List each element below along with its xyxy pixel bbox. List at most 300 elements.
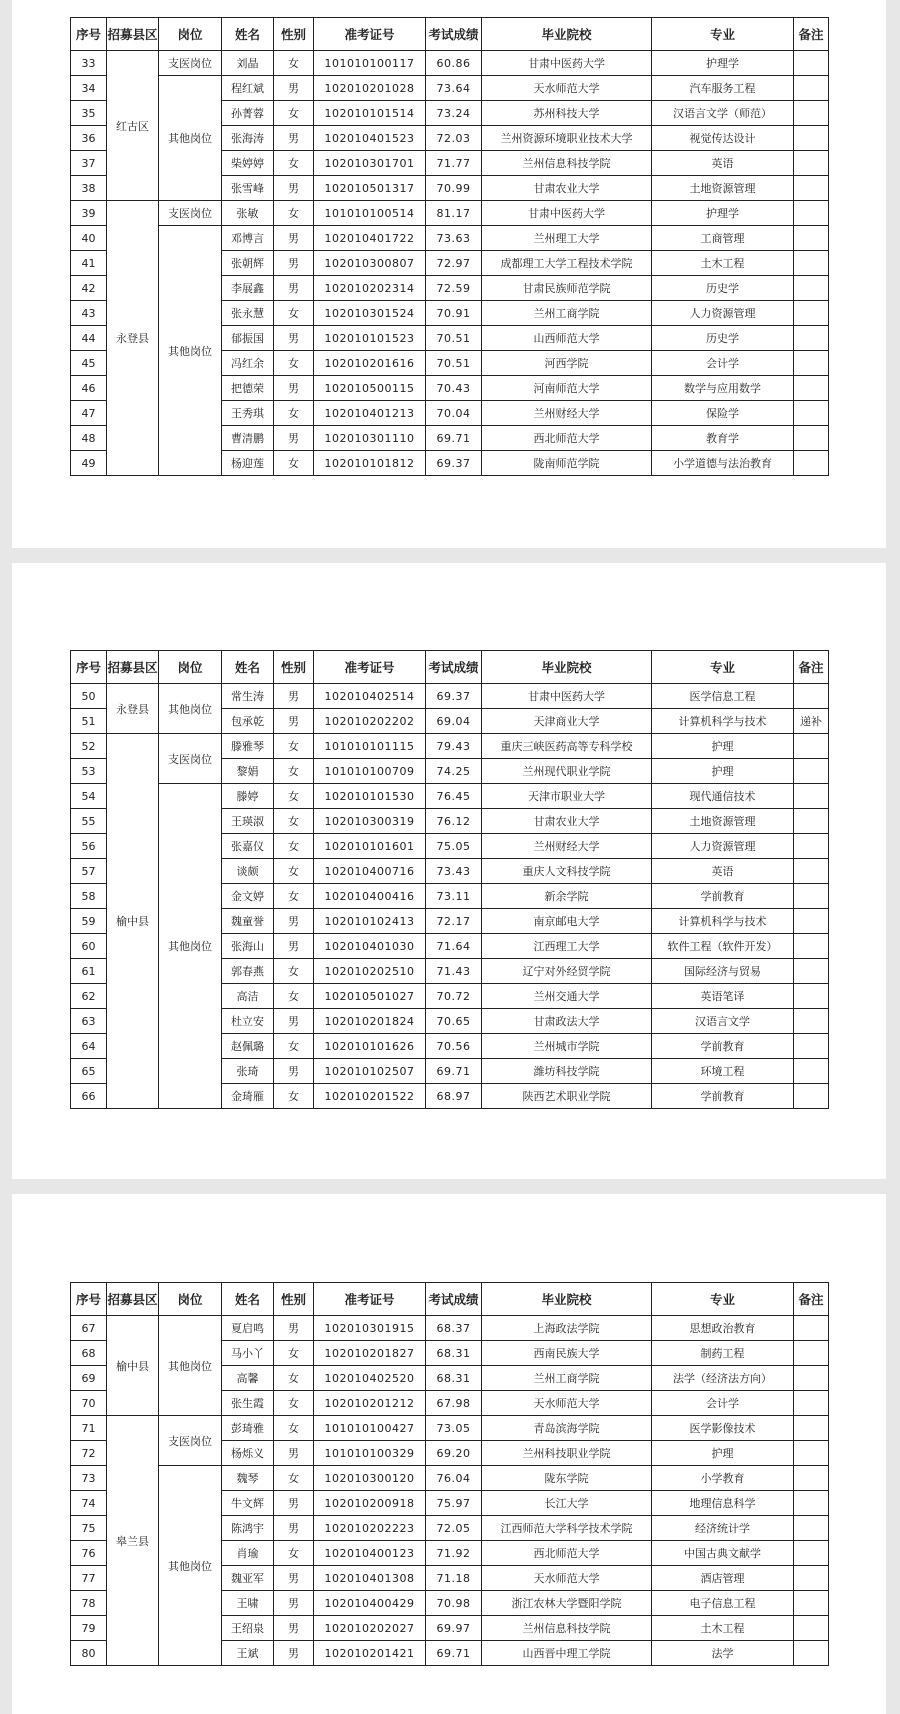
exam-id-cell: 102010300120 [314,1466,426,1491]
gender-cell: 男 [274,1009,314,1034]
note-cell [794,176,829,201]
note-cell [794,734,829,759]
name-cell: 孙菁蓉 [222,101,274,126]
exam-id-cell: 102010101530 [314,784,426,809]
note-cell [794,1641,829,1666]
header-cell: 性别 [274,18,314,51]
exam-id-cell: 102010401030 [314,934,426,959]
score-cell: 70.43 [426,376,482,401]
seq-cell: 43 [71,301,107,326]
score-cell: 71.43 [426,959,482,984]
score-cell: 70.91 [426,301,482,326]
gender-cell: 女 [274,1391,314,1416]
score-cell: 70.04 [426,401,482,426]
score-cell: 68.97 [426,1084,482,1109]
gender-cell: 女 [274,401,314,426]
exam-id-cell: 102010101626 [314,1034,426,1059]
score-cell: 73.63 [426,226,482,251]
post-cell: 支医岗位 [159,1416,222,1466]
name-cell: 滕婷 [222,784,274,809]
score-cell: 76.45 [426,784,482,809]
header-cell: 备注 [794,18,829,51]
gender-cell: 女 [274,1541,314,1566]
major-cell: 思想政治教育 [652,1316,794,1341]
major-cell: 视觉传达设计 [652,126,794,151]
header-cell: 序号 [71,18,107,51]
school-cell: 天水师范大学 [482,1566,652,1591]
seq-cell: 48 [71,426,107,451]
exam-id-cell: 102010202027 [314,1616,426,1641]
seq-cell: 73 [71,1466,107,1491]
exam-id-cell: 102010101514 [314,101,426,126]
name-cell: 牛文辉 [222,1491,274,1516]
gender-cell: 女 [274,1366,314,1391]
exam-id-cell: 102010201616 [314,351,426,376]
major-cell: 汉语言文学 [652,1009,794,1034]
score-cell: 60.86 [426,51,482,76]
header-cell: 备注 [794,651,829,684]
major-cell: 会计学 [652,351,794,376]
exam-id-cell: 102010101523 [314,326,426,351]
note-cell [794,126,829,151]
major-cell: 学前教育 [652,1034,794,1059]
major-cell: 护理 [652,759,794,784]
exam-id-cell: 102010202202 [314,709,426,734]
name-cell: 王瑛淑 [222,809,274,834]
note-cell [794,984,829,1009]
score-cell: 70.72 [426,984,482,1009]
table-header-row [71,651,829,684]
gender-cell: 男 [274,1316,314,1341]
gender-cell: 男 [274,326,314,351]
school-cell: 西北师范大学 [482,426,652,451]
exam-id-cell: 102010300807 [314,251,426,276]
county-cell: 永登县 [107,201,159,476]
major-cell: 数学与应用数学 [652,376,794,401]
seq-cell: 66 [71,1084,107,1109]
note-cell [794,1084,829,1109]
name-cell: 邓博言 [222,226,274,251]
school-cell: 浙江农林大学暨阳学院 [482,1591,652,1616]
exam-id-cell: 102010402514 [314,684,426,709]
header-cell: 毕业院校 [482,651,652,684]
seq-cell: 47 [71,401,107,426]
post-cell: 其他岗位 [159,784,222,1109]
note-cell [794,151,829,176]
seq-cell: 55 [71,809,107,834]
note-cell [794,1416,829,1441]
note-cell [794,934,829,959]
header-cell: 备注 [794,1283,829,1316]
score-cell: 67.98 [426,1391,482,1416]
exam-id-cell: 101010100117 [314,51,426,76]
header-cell: 准考证号 [314,651,426,684]
major-cell: 人力资源管理 [652,834,794,859]
note-cell [794,1391,829,1416]
gender-cell: 女 [274,1084,314,1109]
score-cell: 69.71 [426,1059,482,1084]
seq-cell: 42 [71,276,107,301]
seq-cell: 38 [71,176,107,201]
name-cell: 张永慧 [222,301,274,326]
exam-id-cell: 102010202314 [314,276,426,301]
note-cell [794,859,829,884]
note-cell [794,201,829,226]
school-cell: 陇南师范学院 [482,451,652,476]
score-cell: 71.77 [426,151,482,176]
note-cell [794,809,829,834]
school-cell: 天水师范大学 [482,76,652,101]
major-cell: 学前教育 [652,884,794,909]
exam-id-cell: 102010201028 [314,76,426,101]
table-header-row [71,1283,829,1316]
name-cell: 把德荣 [222,376,274,401]
score-cell: 79.43 [426,734,482,759]
name-cell: 柴婷婷 [222,151,274,176]
gender-cell: 女 [274,301,314,326]
note-cell [794,1034,829,1059]
major-cell: 英语 [652,151,794,176]
name-cell: 常生涛 [222,684,274,709]
gender-cell: 女 [274,884,314,909]
major-cell: 英语 [652,859,794,884]
note-cell [794,1516,829,1541]
header-cell: 准考证号 [314,18,426,51]
exam-id-cell: 102010301110 [314,426,426,451]
header-cell: 姓名 [222,651,274,684]
header-cell: 性别 [274,651,314,684]
gender-cell: 男 [274,176,314,201]
name-cell: 金琦雁 [222,1084,274,1109]
major-cell: 保险学 [652,401,794,426]
exam-id-cell: 102010201212 [314,1391,426,1416]
major-cell: 现代通信技术 [652,784,794,809]
score-cell: 69.04 [426,709,482,734]
table-header-row [71,18,829,51]
exam-id-cell: 102010201522 [314,1084,426,1109]
header-cell: 招募县区 [107,18,159,51]
major-cell: 计算机科学与技术 [652,909,794,934]
score-cell: 72.05 [426,1516,482,1541]
gender-cell: 男 [274,1441,314,1466]
post-cell: 支医岗位 [159,201,222,226]
major-cell: 护理学 [652,51,794,76]
school-cell: 兰州科技职业学院 [482,1441,652,1466]
seq-cell: 35 [71,101,107,126]
school-cell: 江西理工大学 [482,934,652,959]
school-cell: 甘肃政法大学 [482,1009,652,1034]
school-cell: 江西师范大学科学技术学院 [482,1516,652,1541]
score-cell: 69.97 [426,1616,482,1641]
name-cell: 赵佩璐 [222,1034,274,1059]
name-cell: 肖瑜 [222,1541,274,1566]
seq-cell: 60 [71,934,107,959]
major-cell: 国际经济与贸易 [652,959,794,984]
name-cell: 李展鑫 [222,276,274,301]
score-cell: 73.05 [426,1416,482,1441]
name-cell: 夏启鸣 [222,1316,274,1341]
seq-cell: 51 [71,709,107,734]
name-cell: 张敏 [222,201,274,226]
name-cell: 刘晶 [222,51,274,76]
header-cell: 毕业院校 [482,18,652,51]
school-cell: 山西晋中理工学院 [482,1641,652,1666]
score-cell: 75.05 [426,834,482,859]
gender-cell: 男 [274,709,314,734]
note-cell [794,1491,829,1516]
major-cell: 小学教育 [652,1466,794,1491]
note-cell [794,1366,829,1391]
gender-cell: 女 [274,1341,314,1366]
county-cell: 永登县 [107,684,159,734]
table-row [71,684,829,709]
school-cell: 兰州工商学院 [482,301,652,326]
exam-id-cell: 102010400416 [314,884,426,909]
gender-cell: 女 [274,984,314,1009]
note-cell [794,1341,829,1366]
note-cell [794,326,829,351]
gender-cell: 女 [274,1466,314,1491]
exam-id-cell: 102010301915 [314,1316,426,1341]
seq-cell: 75 [71,1516,107,1541]
major-cell: 英语笔译 [652,984,794,1009]
header-cell: 考试成绩 [426,18,482,51]
note-cell [794,1316,829,1341]
school-cell: 天水师范大学 [482,1391,652,1416]
major-cell: 计算机科学与技术 [652,709,794,734]
note-cell [794,1466,829,1491]
note-cell [794,351,829,376]
name-cell: 包承乾 [222,709,274,734]
document-page-3 [12,1194,886,1714]
note-cell [794,1541,829,1566]
name-cell: 张雪峰 [222,176,274,201]
school-cell: 青岛滨海学院 [482,1416,652,1441]
note-cell [794,834,829,859]
gender-cell: 男 [274,376,314,401]
school-cell: 上海政法学院 [482,1316,652,1341]
name-cell: 冯红余 [222,351,274,376]
score-cell: 70.65 [426,1009,482,1034]
note-cell [794,884,829,909]
school-cell: 兰州财经大学 [482,401,652,426]
school-cell: 新余学院 [482,884,652,909]
major-cell: 教育学 [652,426,794,451]
gender-cell: 女 [274,959,314,984]
major-cell: 工商管理 [652,226,794,251]
seq-cell: 65 [71,1059,107,1084]
score-cell: 70.99 [426,176,482,201]
major-cell: 小学道德与法治教育 [652,451,794,476]
exam-id-cell: 102010401213 [314,401,426,426]
gender-cell: 男 [274,1591,314,1616]
document-page-1 [12,0,886,548]
header-cell: 序号 [71,651,107,684]
major-cell: 土木工程 [652,251,794,276]
gender-cell: 女 [274,734,314,759]
score-cell: 76.04 [426,1466,482,1491]
exam-id-cell: 102010401308 [314,1566,426,1591]
school-cell: 成都理工大学工程技术学院 [482,251,652,276]
score-cell: 74.25 [426,759,482,784]
note-cell [794,909,829,934]
school-cell: 兰州财经大学 [482,834,652,859]
exam-id-cell: 102010500115 [314,376,426,401]
name-cell: 高馨 [222,1366,274,1391]
major-cell: 会计学 [652,1391,794,1416]
table-row [71,76,829,101]
exam-id-cell: 101010100427 [314,1416,426,1441]
county-cell: 红古区 [107,51,159,201]
header-cell: 招募县区 [107,1283,159,1316]
major-cell: 软件工程（软件开发） [652,934,794,959]
exam-id-cell: 102010400716 [314,859,426,884]
school-cell: 甘肃中医药大学 [482,51,652,76]
seq-cell: 68 [71,1341,107,1366]
note-cell: 递补 [794,709,829,734]
gender-cell: 男 [274,76,314,101]
score-cell: 69.71 [426,1641,482,1666]
name-cell: 曹清鹏 [222,426,274,451]
gender-cell: 男 [274,1616,314,1641]
school-cell: 兰州理工大学 [482,226,652,251]
score-cell: 72.17 [426,909,482,934]
major-cell: 人力资源管理 [652,301,794,326]
major-cell: 法学（经济法方向） [652,1366,794,1391]
exam-id-cell: 102010402520 [314,1366,426,1391]
major-cell: 汉语言文学（师范） [652,101,794,126]
seq-cell: 78 [71,1591,107,1616]
note-cell [794,1441,829,1466]
table-row [71,1466,829,1491]
name-cell: 张生霞 [222,1391,274,1416]
seq-cell: 41 [71,251,107,276]
gender-cell: 女 [274,1416,314,1441]
major-cell: 环境工程 [652,1059,794,1084]
seq-cell: 74 [71,1491,107,1516]
exam-id-cell: 102010202510 [314,959,426,984]
major-cell: 土地资源管理 [652,809,794,834]
gender-cell: 男 [274,1566,314,1591]
major-cell: 法学 [652,1641,794,1666]
post-cell: 其他岗位 [159,1466,222,1666]
seq-cell: 49 [71,451,107,476]
gender-cell: 男 [274,126,314,151]
gender-cell: 女 [274,451,314,476]
school-cell: 陕西艺术职业学院 [482,1084,652,1109]
school-cell: 甘肃中医药大学 [482,684,652,709]
major-cell: 制药工程 [652,1341,794,1366]
seq-cell: 37 [71,151,107,176]
name-cell: 杜立安 [222,1009,274,1034]
gender-cell: 女 [274,834,314,859]
document-page-2 [12,563,886,1179]
school-cell: 兰州资源环境职业技术大学 [482,126,652,151]
gender-cell: 女 [274,201,314,226]
major-cell: 地理信息科学 [652,1491,794,1516]
seq-cell: 45 [71,351,107,376]
note-cell [794,784,829,809]
seq-cell: 67 [71,1316,107,1341]
major-cell: 医学信息工程 [652,684,794,709]
seq-cell: 79 [71,1616,107,1641]
school-cell: 南京邮电大学 [482,909,652,934]
note-cell [794,276,829,301]
name-cell: 魏琴 [222,1466,274,1491]
note-cell [794,251,829,276]
major-cell: 土地资源管理 [652,176,794,201]
score-cell: 73.24 [426,101,482,126]
table-row [71,201,829,226]
note-cell [794,451,829,476]
note-cell [794,51,829,76]
seq-cell: 52 [71,734,107,759]
exam-id-cell: 102010201824 [314,1009,426,1034]
school-cell: 兰州城市学院 [482,1034,652,1059]
seq-cell: 39 [71,201,107,226]
name-cell: 张嘉仪 [222,834,274,859]
school-cell: 苏州科技大学 [482,101,652,126]
school-cell: 辽宁对外经贸学院 [482,959,652,984]
header-cell: 准考证号 [314,1283,426,1316]
note-cell [794,959,829,984]
school-cell: 长江大学 [482,1491,652,1516]
header-cell: 姓名 [222,18,274,51]
school-cell: 天津市职业大学 [482,784,652,809]
score-cell: 72.97 [426,251,482,276]
gender-cell: 女 [274,351,314,376]
gender-cell: 男 [274,1059,314,1084]
major-cell: 护理 [652,734,794,759]
exam-id-cell: 102010102413 [314,909,426,934]
gender-cell: 女 [274,859,314,884]
seq-cell: 44 [71,326,107,351]
header-cell: 序号 [71,1283,107,1316]
exam-id-cell: 102010401523 [314,126,426,151]
exam-id-cell: 102010201421 [314,1641,426,1666]
exam-id-cell: 102010400429 [314,1591,426,1616]
score-cell: 68.31 [426,1341,482,1366]
seq-cell: 63 [71,1009,107,1034]
gender-cell: 女 [274,101,314,126]
score-cell: 69.71 [426,426,482,451]
exam-id-cell: 102010501317 [314,176,426,201]
score-cell: 75.97 [426,1491,482,1516]
score-cell: 76.12 [426,809,482,834]
score-cell: 70.98 [426,1591,482,1616]
seq-cell: 72 [71,1441,107,1466]
note-cell [794,1566,829,1591]
header-cell: 考试成绩 [426,1283,482,1316]
school-cell: 兰州工商学院 [482,1366,652,1391]
name-cell: 陈鸿宇 [222,1516,274,1541]
name-cell: 金文婷 [222,884,274,909]
school-cell: 山西师范大学 [482,326,652,351]
seq-cell: 62 [71,984,107,1009]
name-cell: 谈颇 [222,859,274,884]
header-cell: 专业 [652,651,794,684]
header-cell: 岗位 [159,18,222,51]
school-cell: 兰州交通大学 [482,984,652,1009]
post-cell: 其他岗位 [159,76,222,201]
header-cell: 专业 [652,1283,794,1316]
seq-cell: 64 [71,1034,107,1059]
seq-cell: 40 [71,226,107,251]
score-cell: 69.37 [426,451,482,476]
seq-cell: 56 [71,834,107,859]
name-cell: 王绍泉 [222,1616,274,1641]
name-cell: 高洁 [222,984,274,1009]
